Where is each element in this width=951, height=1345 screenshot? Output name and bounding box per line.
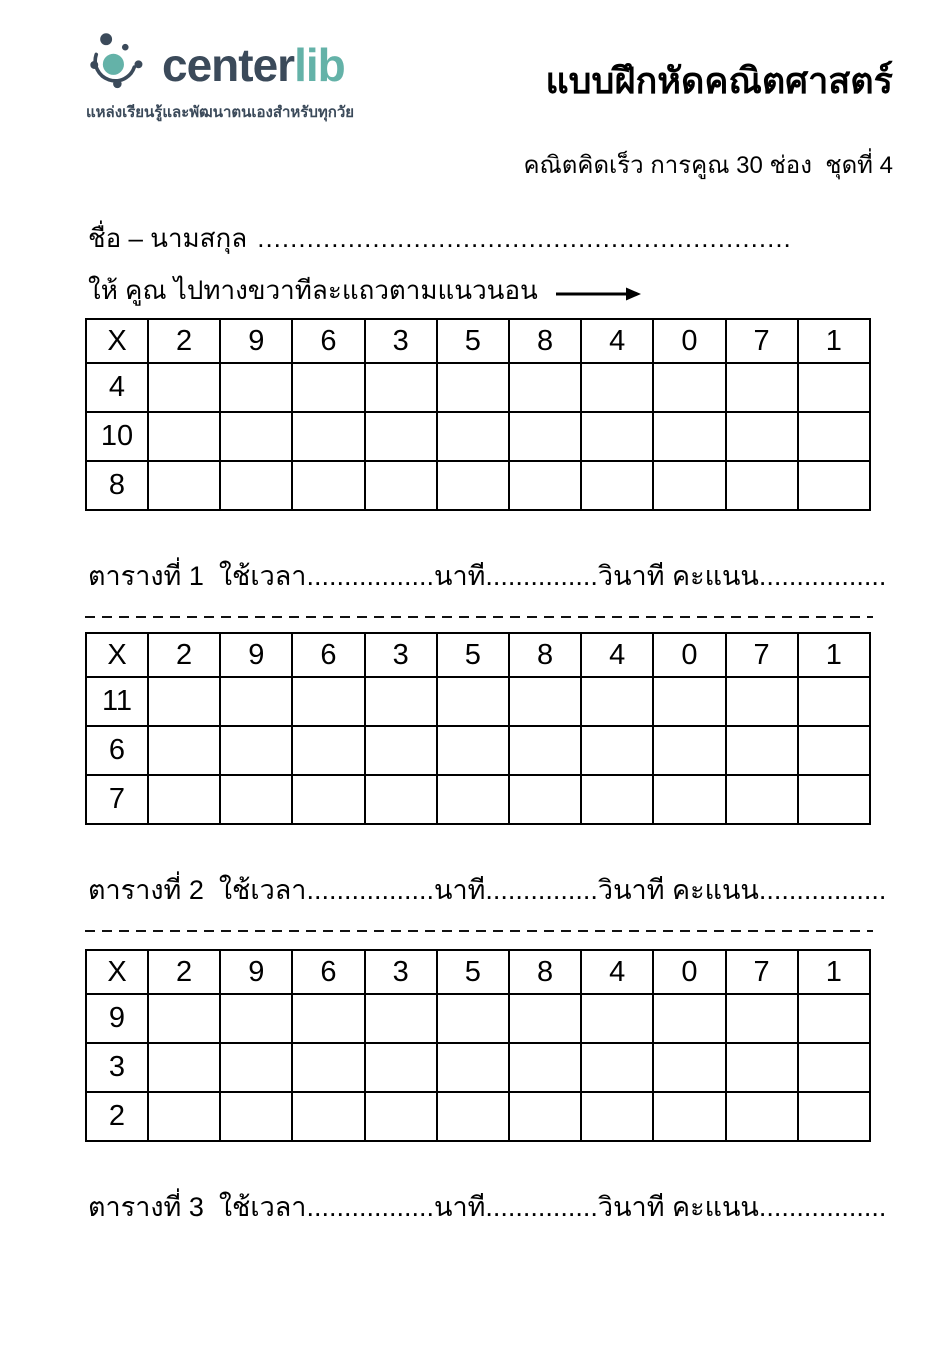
answer-cell: [653, 1092, 725, 1141]
logo-row: [86, 30, 354, 96]
multiplication-table-3: [85, 949, 871, 1142]
logo-tagline: แหล่งเรียนรู้และพัฒนาตนเองสำหรับทุกวัย: [86, 104, 355, 121]
answer-cell: [726, 726, 798, 775]
multiplier-cell: 6: [86, 726, 148, 775]
answer-cell: [148, 412, 220, 461]
multiplier-cell: 8: [86, 461, 148, 510]
answer-cell: [148, 461, 220, 510]
answer-cell: [509, 1092, 581, 1141]
multiplicand-cell: 8: [509, 319, 581, 363]
table-1-caption: ตารางที่ 1 ใช้เวลา.................นาที...............วินาที คะแนน.................: [88, 561, 887, 591]
answer-cell: [581, 677, 653, 726]
answer-cell: [509, 726, 581, 775]
answer-cell: [292, 726, 364, 775]
answer-cell: [365, 461, 437, 510]
multiplier-cell: 10: [86, 412, 148, 461]
multiplicand-cell: 8: [509, 950, 581, 994]
answer-cell: [365, 1043, 437, 1092]
answer-cell: [365, 1092, 437, 1141]
multiplicand-cell: 9: [220, 319, 292, 363]
answer-cell: [798, 412, 870, 461]
answer-cell: [220, 775, 292, 824]
answer-cell: [653, 677, 725, 726]
name-field-line: [88, 218, 792, 259]
answer-cell: [509, 461, 581, 510]
multiplicand-cell: 8: [509, 633, 581, 677]
answer-cell: [437, 994, 509, 1043]
multiplier-cell: 2: [86, 1092, 148, 1141]
answer-cell: [220, 412, 292, 461]
multiplicand-cell: 0: [653, 319, 725, 363]
answer-cell: [148, 1092, 220, 1141]
multiply-symbol-cell: X: [86, 319, 148, 363]
answer-cell: [292, 775, 364, 824]
answer-cell: [653, 461, 725, 510]
centerlib-network-icon: [86, 30, 154, 96]
multiplicand-cell: 4: [581, 319, 653, 363]
answer-cell: [292, 412, 364, 461]
multiplicand-cell: 3: [365, 633, 437, 677]
answer-cell: [437, 363, 509, 412]
multiplicand-cell: 6: [292, 950, 364, 994]
answer-cell: [437, 775, 509, 824]
answer-cell: [653, 726, 725, 775]
logo-text-lib: lib: [294, 39, 345, 91]
answer-cell: [726, 461, 798, 510]
answer-cell: [726, 363, 798, 412]
multiplier-cell: 4: [86, 363, 148, 412]
answer-cell: [798, 1092, 870, 1141]
answer-cell: [509, 1043, 581, 1092]
answer-cell: [365, 775, 437, 824]
instruction-text: ให้ คูณ ไปทางขวาทีละแถวตามแนวนอน: [88, 275, 538, 305]
answer-cell: [509, 677, 581, 726]
answer-cell: [581, 363, 653, 412]
table-2-caption: ตารางที่ 2 ใช้เวลา.................นาที...............วินาที คะแนน.................: [88, 875, 887, 905]
answer-cell: [798, 726, 870, 775]
multiplicand-cell: 4: [581, 950, 653, 994]
multiplicand-cell: 5: [437, 950, 509, 994]
table-3-caption: ตารางที่ 3 ใช้เวลา.................นาที...............วินาที คะแนน.................: [88, 1192, 887, 1222]
answer-cell: [437, 1043, 509, 1092]
answer-cell: [148, 994, 220, 1043]
multiplicand-cell: 2: [148, 633, 220, 677]
answer-cell: [220, 726, 292, 775]
answer-cell: [509, 775, 581, 824]
multiplicand-cell: 1: [798, 950, 870, 994]
multiplication-table-1-container: [85, 318, 871, 511]
answer-cell: [798, 1043, 870, 1092]
dashed-divider-2: [85, 930, 873, 932]
answer-cell: [653, 412, 725, 461]
multiplicand-cell: 3: [365, 319, 437, 363]
answer-cell: [798, 461, 870, 510]
multiplicand-cell: 0: [653, 633, 725, 677]
answer-cell: [365, 412, 437, 461]
answer-cell: [437, 726, 509, 775]
multiplicand-cell: 4: [581, 633, 653, 677]
answer-cell: [581, 1043, 653, 1092]
answer-cell: [437, 412, 509, 461]
answer-cell: [653, 994, 725, 1043]
multiplicand-cell: 5: [437, 319, 509, 363]
answer-cell: [220, 677, 292, 726]
right-arrow-icon: [554, 285, 642, 303]
multiplicand-cell: 2: [148, 950, 220, 994]
answer-cell: [220, 363, 292, 412]
answer-cell: [581, 412, 653, 461]
dashed-divider-1: [85, 616, 873, 618]
multiplication-table-1: [85, 318, 871, 511]
answer-cell: [798, 363, 870, 412]
answer-cell: [148, 726, 220, 775]
multiplicand-cell: 7: [726, 633, 798, 677]
multiplicand-cell: 1: [798, 633, 870, 677]
multiplication-table-2-container: [85, 632, 871, 825]
answer-cell: [726, 412, 798, 461]
answer-cell: [653, 363, 725, 412]
answer-cell: [581, 726, 653, 775]
answer-cell: [365, 726, 437, 775]
answer-cell: [653, 1043, 725, 1092]
answer-cell: [798, 775, 870, 824]
answer-cell: [509, 363, 581, 412]
answer-cell: [365, 994, 437, 1043]
answer-cell: [292, 461, 364, 510]
multiplicand-cell: 7: [726, 319, 798, 363]
answer-cell: [726, 775, 798, 824]
answer-cell: [437, 677, 509, 726]
centerlib-logo: [86, 30, 354, 124]
answer-cell: [148, 1043, 220, 1092]
name-fill-dots: .................................................................: [257, 223, 792, 253]
name-label: ชื่อ – นามสกุล: [88, 223, 248, 253]
multiplicand-cell: 1: [798, 319, 870, 363]
logo-wordmark: [162, 39, 345, 91]
answer-cell: [292, 1092, 364, 1141]
multiplicand-cell: 6: [292, 633, 364, 677]
answer-cell: [292, 1043, 364, 1092]
answer-cell: [292, 363, 364, 412]
answer-cell: [148, 363, 220, 412]
answer-cell: [220, 994, 292, 1043]
answer-cell: [148, 677, 220, 726]
page-subtitle: คณิตคิดเร็ว การคูณ 30 ช่อง ชุดที่ 4: [523, 152, 893, 179]
page-title: แบบฝึกหัดคณิตศาสตร์: [545, 60, 893, 101]
answer-cell: [365, 363, 437, 412]
answer-cell: [437, 1092, 509, 1141]
answer-cell: [437, 461, 509, 510]
multiplicand-cell: 9: [220, 633, 292, 677]
answer-cell: [581, 461, 653, 510]
answer-cell: [726, 677, 798, 726]
answer-cell: [365, 677, 437, 726]
multiplier-cell: 9: [86, 994, 148, 1043]
answer-cell: [653, 775, 725, 824]
multiplicand-cell: 6: [292, 319, 364, 363]
answer-cell: [581, 1092, 653, 1141]
multiplicand-cell: 2: [148, 319, 220, 363]
multiplier-cell: 7: [86, 775, 148, 824]
answer-cell: [581, 994, 653, 1043]
answer-cell: [220, 1043, 292, 1092]
header-title-block: [523, 52, 893, 184]
multiplier-cell: 11: [86, 677, 148, 726]
multiply-symbol-cell: X: [86, 950, 148, 994]
answer-cell: [509, 994, 581, 1043]
multiplicand-cell: 7: [726, 950, 798, 994]
logo-text-center: center: [162, 39, 295, 91]
multiplicand-cell: 9: [220, 950, 292, 994]
answer-cell: [292, 677, 364, 726]
multiplicand-cell: 0: [653, 950, 725, 994]
answer-cell: [220, 1092, 292, 1141]
instruction-line: [88, 270, 642, 311]
answer-cell: [292, 994, 364, 1043]
answer-cell: [798, 677, 870, 726]
answer-cell: [726, 1092, 798, 1141]
multiplication-table-2: [85, 632, 871, 825]
multiplier-cell: 3: [86, 1043, 148, 1092]
answer-cell: [581, 775, 653, 824]
multiplicand-cell: 3: [365, 950, 437, 994]
answer-cell: [726, 1043, 798, 1092]
answer-cell: [509, 412, 581, 461]
multiplication-table-3-container: [85, 949, 871, 1142]
answer-cell: [148, 775, 220, 824]
answer-cell: [726, 994, 798, 1043]
answer-cell: [798, 994, 870, 1043]
multiplicand-cell: 5: [437, 633, 509, 677]
multiply-symbol-cell: X: [86, 633, 148, 677]
answer-cell: [220, 461, 292, 510]
